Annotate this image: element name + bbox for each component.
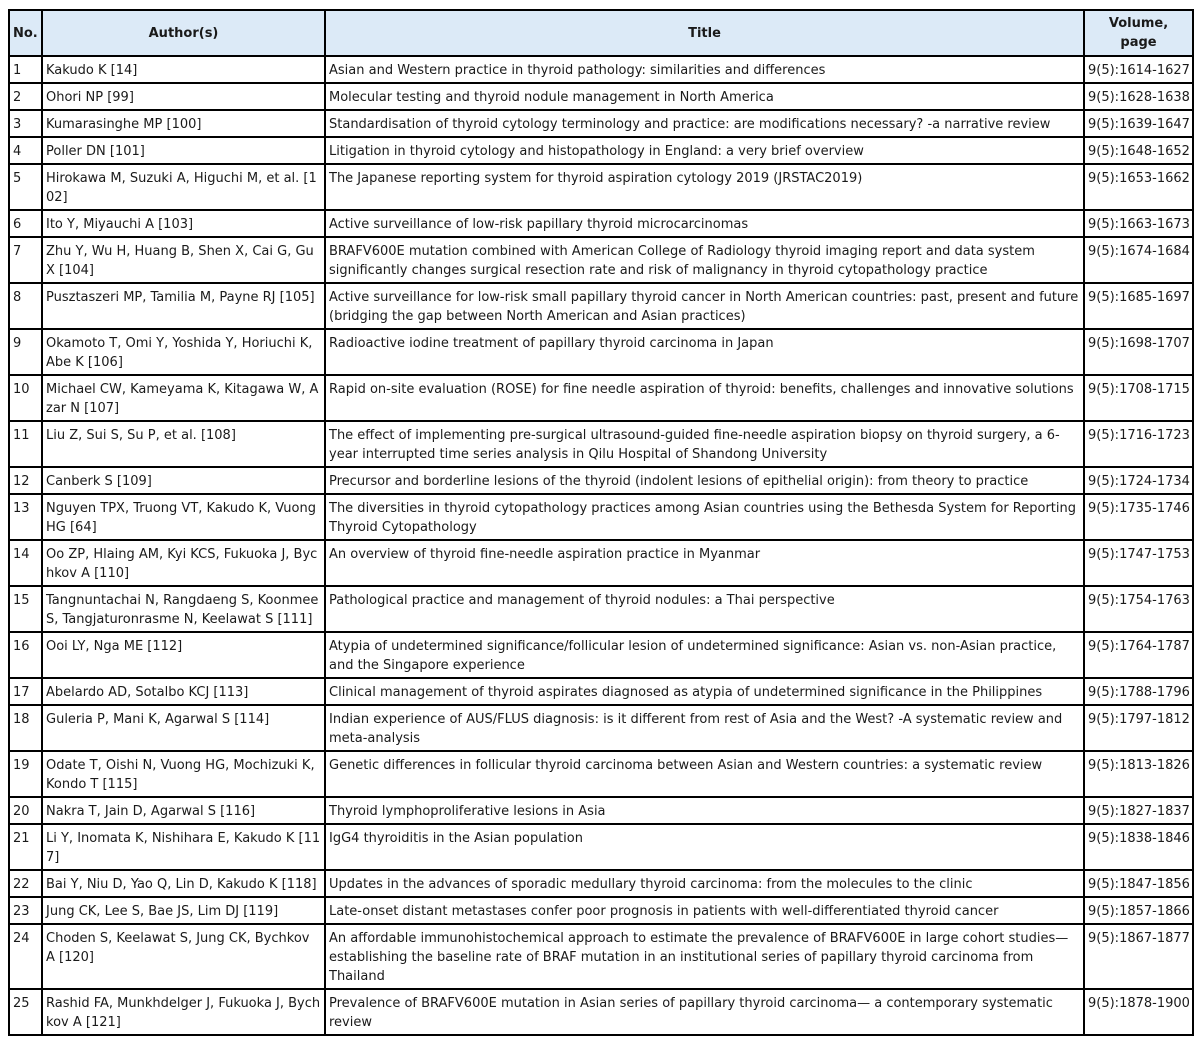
table-row: [9, 237, 1193, 283]
row-volume-page: 9(5):1754-1763: [1084, 586, 1193, 632]
row-title: Standardisation of thyroid cytology terminology and practice: are modifications necessary? -a narrative review: [325, 110, 1084, 137]
articles-table: [8, 9, 1194, 1036]
row-no: 14: [9, 540, 42, 586]
row-title: Prevalence of BRAFV600E mutation in Asian series of papillary thyroid carcinoma— a contemporary systematic review: [325, 989, 1084, 1035]
articles-table-container: [8, 9, 1194, 1036]
header-volume-page-line1: Volume,: [1108, 16, 1169, 31]
table-row: [9, 421, 1193, 467]
table-row: [9, 632, 1193, 678]
row-title: BRAFV600E mutation combined with American College of Radiology thyroid imaging report and data system significantly changes surgical resection rate and risk of malignancy in thyroid cytopathology practice: [325, 237, 1084, 283]
row-authors: Oo ZP, Hlaing AM, Kyi KCS, Fukuoka J, Bychkov A [110]: [42, 540, 325, 586]
row-volume-page: 9(5):1639-1647: [1084, 110, 1193, 137]
row-title: The Japanese reporting system for thyroid aspiration cytology 2019 (JRSTAC2019): [325, 164, 1084, 210]
row-authors: Nakra T, Jain D, Agarwal S [116]: [42, 797, 325, 824]
header-no: No.: [9, 10, 42, 56]
row-no: 2: [9, 83, 42, 110]
row-no: 8: [9, 283, 42, 329]
table-row: [9, 329, 1193, 375]
row-authors: Pusztaszeri MP, Tamilia M, Payne RJ [105]: [42, 283, 325, 329]
row-no: 21: [9, 824, 42, 870]
row-no: 23: [9, 897, 42, 924]
row-authors: Okamoto T, Omi Y, Yoshida Y, Horiuchi K, Abe K [106]: [42, 329, 325, 375]
row-volume-page: 9(5):1797-1812: [1084, 705, 1193, 751]
row-no: 3: [9, 110, 42, 137]
row-no: 22: [9, 870, 42, 897]
table-row: [9, 283, 1193, 329]
row-volume-page: 9(5):1708-1715: [1084, 375, 1193, 421]
row-authors: Odate T, Oishi N, Vuong HG, Mochizuki K, Kondo T [115]: [42, 751, 325, 797]
row-title: Molecular testing and thyroid nodule management in North America: [325, 83, 1084, 110]
row-volume-page: 9(5):1653-1662: [1084, 164, 1193, 210]
row-title: Asian and Western practice in thyroid pathology: similarities and differences: [325, 56, 1084, 83]
row-authors: Bai Y, Niu D, Yao Q, Lin D, Kakudo K [118]: [42, 870, 325, 897]
row-authors: Choden S, Keelawat S, Jung CK, Bychkov A [120]: [42, 924, 325, 989]
table-row: [9, 989, 1193, 1035]
table-row: [9, 467, 1193, 494]
row-volume-page: 9(5):1788-1796: [1084, 678, 1193, 705]
row-no: 19: [9, 751, 42, 797]
row-no: 1: [9, 56, 42, 83]
row-title: An affordable immunohistochemical approach to estimate the prevalence of BRAFV600E in large cohort studies—establishing the baseline rate of BRAF mutation in an institutional series of papillary thyroid carcinoma from Thailand: [325, 924, 1084, 989]
row-volume-page: 9(5):1827-1837: [1084, 797, 1193, 824]
row-authors: Li Y, Inomata K, Nishihara E, Kakudo K [117]: [42, 824, 325, 870]
row-title: Updates in the advances of sporadic medullary thyroid carcinoma: from the molecules to the clinic: [325, 870, 1084, 897]
row-volume-page: 9(5):1878-1900: [1084, 989, 1193, 1035]
row-no: 20: [9, 797, 42, 824]
row-volume-page: 9(5):1698-1707: [1084, 329, 1193, 375]
row-authors: Ooi LY, Nga ME [112]: [42, 632, 325, 678]
header-authors: Author(s): [42, 10, 325, 56]
row-no: 15: [9, 586, 42, 632]
table-row: [9, 586, 1193, 632]
table-row: [9, 56, 1193, 83]
row-title: Litigation in thyroid cytology and histopathology in England: a very brief overview: [325, 137, 1084, 164]
row-title: Active surveillance for low-risk small papillary thyroid cancer in North American countries: past, present and future (bridging the gap between North American and Asian practices): [325, 283, 1084, 329]
table-row: [9, 678, 1193, 705]
row-title: Indian experience of AUS/FLUS diagnosis: is it different from rest of Asia and the West? -A systematic review and meta-analysis: [325, 705, 1084, 751]
row-volume-page: 9(5):1847-1856: [1084, 870, 1193, 897]
row-volume-page: 9(5):1764-1787: [1084, 632, 1193, 678]
row-authors: Kumarasinghe MP [100]: [42, 110, 325, 137]
row-title: The diversities in thyroid cytopathology practices among Asian countries using the Bethesda System for Reporting Thyroid Cytopathology: [325, 494, 1084, 540]
row-title: Precursor and borderline lesions of the thyroid (indolent lesions of epithelial origin): from theory to practice: [325, 467, 1084, 494]
table-row: [9, 924, 1193, 989]
row-no: 11: [9, 421, 42, 467]
row-authors: Hirokawa M, Suzuki A, Higuchi M, et al. [102]: [42, 164, 325, 210]
row-title: An overview of thyroid fine-needle aspiration practice in Myanmar: [325, 540, 1084, 586]
header-volume-page: [1084, 10, 1193, 56]
row-authors: Ohori NP [99]: [42, 83, 325, 110]
row-title: Atypia of undetermined significance/follicular lesion of undetermined significance: Asian vs. non-Asian practice, and the Singapore experience: [325, 632, 1084, 678]
row-no: 10: [9, 375, 42, 421]
row-volume-page: 9(5):1614-1627: [1084, 56, 1193, 83]
row-authors: Guleria P, Mani K, Agarwal S [114]: [42, 705, 325, 751]
row-volume-page: 9(5):1857-1866: [1084, 897, 1193, 924]
row-authors: Michael CW, Kameyama K, Kitagawa W, Azar N [107]: [42, 375, 325, 421]
row-authors: Poller DN [101]: [42, 137, 325, 164]
table-row: [9, 164, 1193, 210]
row-volume-page: 9(5):1867-1877: [1084, 924, 1193, 989]
row-authors: Liu Z, Sui S, Su P, et al. [108]: [42, 421, 325, 467]
row-volume-page: 9(5):1628-1638: [1084, 83, 1193, 110]
table-row: [9, 870, 1193, 897]
row-no: 4: [9, 137, 42, 164]
row-title: IgG4 thyroiditis in the Asian population: [325, 824, 1084, 870]
table-row: [9, 824, 1193, 870]
table-row: [9, 897, 1193, 924]
row-volume-page: 9(5):1735-1746: [1084, 494, 1193, 540]
row-no: 18: [9, 705, 42, 751]
table-row: [9, 540, 1193, 586]
row-title: The effect of implementing pre-surgical ultrasound-guided fine-needle aspiration biopsy on thyroid surgery, a 6-year interrupted time series analysis in Qilu Hospital of Shandong University: [325, 421, 1084, 467]
row-no: 13: [9, 494, 42, 540]
row-no: 7: [9, 237, 42, 283]
table-row: [9, 494, 1193, 540]
row-authors: Zhu Y, Wu H, Huang B, Shen X, Cai G, Gu X [104]: [42, 237, 325, 283]
table-header-row: [9, 10, 1193, 56]
row-volume-page: 9(5):1838-1846: [1084, 824, 1193, 870]
row-title: Radioactive iodine treatment of papillary thyroid carcinoma in Japan: [325, 329, 1084, 375]
table-row: [9, 137, 1193, 164]
row-volume-page: 9(5):1724-1734: [1084, 467, 1193, 494]
row-no: 17: [9, 678, 42, 705]
row-no: 9: [9, 329, 42, 375]
table-row: [9, 210, 1193, 237]
row-title: Late-onset distant metastases confer poor prognosis in patients with well-differentiated thyroid cancer: [325, 897, 1084, 924]
table-row: [9, 705, 1193, 751]
row-authors: Nguyen TPX, Truong VT, Kakudo K, Vuong HG [64]: [42, 494, 325, 540]
header-volume-page-line2: page: [1120, 35, 1157, 50]
row-no: 16: [9, 632, 42, 678]
row-no: 25: [9, 989, 42, 1035]
header-title: Title: [325, 10, 1084, 56]
row-volume-page: 9(5):1663-1673: [1084, 210, 1193, 237]
row-volume-page: 9(5):1648-1652: [1084, 137, 1193, 164]
row-title: Clinical management of thyroid aspirates diagnosed as atypia of undetermined significance in the Philippines: [325, 678, 1084, 705]
row-authors: Abelardo AD, Sotalbo KCJ [113]: [42, 678, 325, 705]
row-volume-page: 9(5):1674-1684: [1084, 237, 1193, 283]
row-volume-page: 9(5):1813-1826: [1084, 751, 1193, 797]
row-volume-page: 9(5):1685-1697: [1084, 283, 1193, 329]
row-no: 24: [9, 924, 42, 989]
row-title: Pathological practice and management of thyroid nodules: a Thai perspective: [325, 586, 1084, 632]
row-authors: Tangnuntachai N, Rangdaeng S, Koonmee S, Tangjaturonrasme N, Keelawat S [111]: [42, 586, 325, 632]
row-volume-page: 9(5):1716-1723: [1084, 421, 1193, 467]
row-authors: Jung CK, Lee S, Bae JS, Lim DJ [119]: [42, 897, 325, 924]
row-authors: Ito Y, Miyauchi A [103]: [42, 210, 325, 237]
table-row: [9, 83, 1193, 110]
row-authors: Rashid FA, Munkhdelger J, Fukuoka J, Bychkov A [121]: [42, 989, 325, 1035]
row-title: Active surveillance of low-risk papillary thyroid microcarcinomas: [325, 210, 1084, 237]
table-row: [9, 110, 1193, 137]
table-row: [9, 797, 1193, 824]
row-volume-page: 9(5):1747-1753: [1084, 540, 1193, 586]
row-no: 12: [9, 467, 42, 494]
row-no: 6: [9, 210, 42, 237]
row-title: Thyroid lymphoproliferative lesions in Asia: [325, 797, 1084, 824]
row-authors: Kakudo K [14]: [42, 56, 325, 83]
table-row: [9, 375, 1193, 421]
row-no: 5: [9, 164, 42, 210]
table-row: [9, 751, 1193, 797]
row-title: Rapid on-site evaluation (ROSE) for fine needle aspiration of thyroid: benefits, challenges and innovative solutions: [325, 375, 1084, 421]
row-authors: Canberk S [109]: [42, 467, 325, 494]
row-title: Genetic differences in follicular thyroid carcinoma between Asian and Western countries: a systematic review: [325, 751, 1084, 797]
